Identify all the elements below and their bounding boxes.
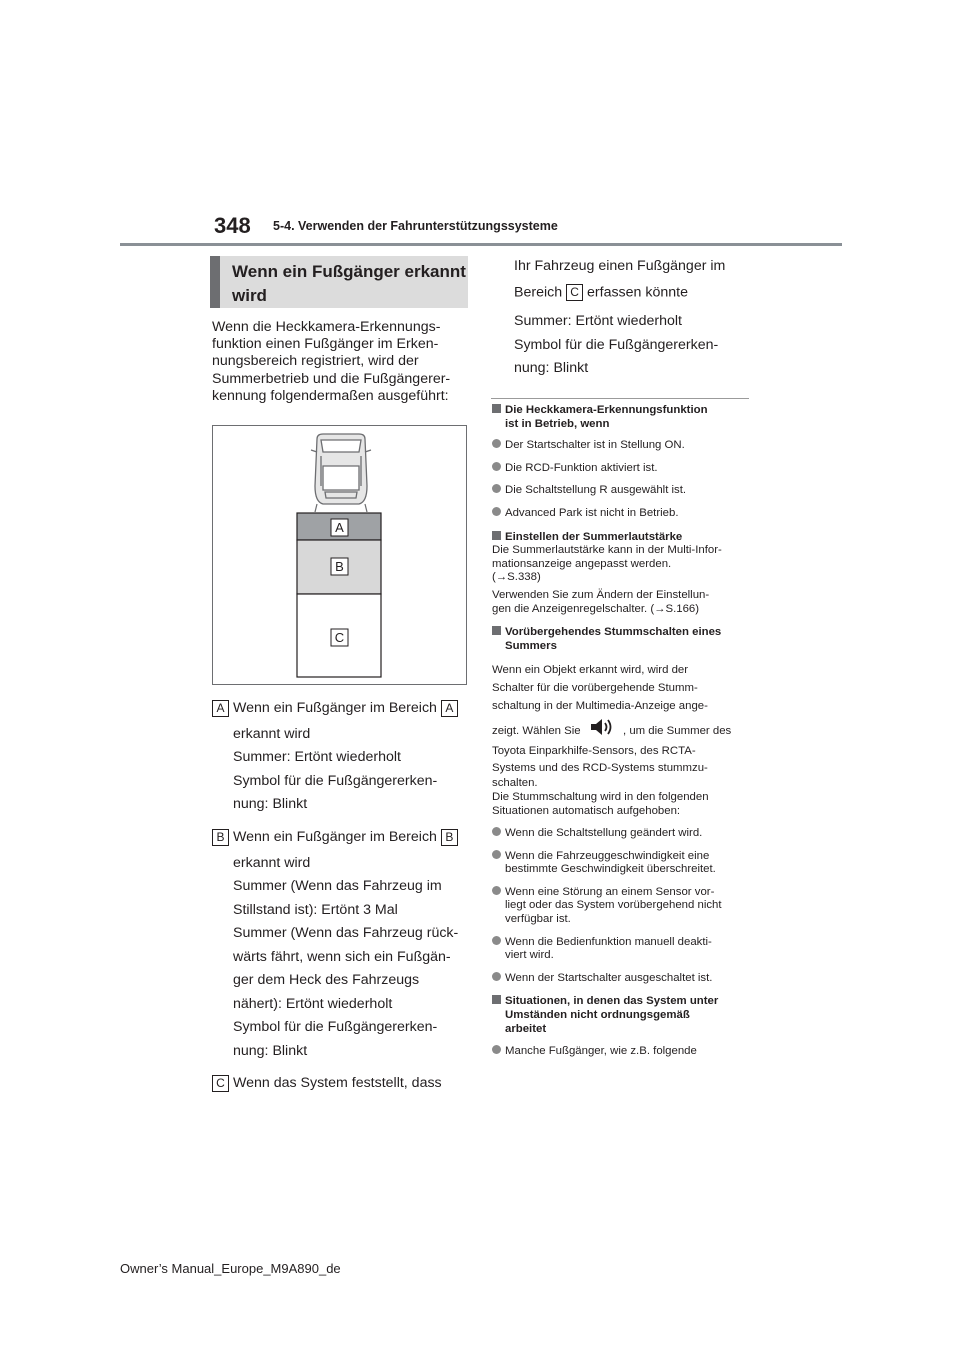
zone-c-erfassen: erfassen könnte (587, 284, 688, 301)
zone-a-line: Symbol für die Fußgängererken- (233, 773, 438, 789)
volume-text-2: Verwenden Sie zum Ändern der Einstellun- gen die Anzeigenregelschalter. (→S.166) (492, 588, 710, 615)
zone-b-line: nung: Blinkt (233, 1043, 308, 1059)
zone-a-first-line (212, 696, 458, 720)
bullet-icon (492, 827, 501, 836)
zone-b-line: erkannt wird (233, 855, 311, 871)
zone-c-line: nung: Blinkt (514, 360, 589, 376)
zone-a-badge-end: A (441, 700, 458, 717)
situations-item: Manche Fußgänger, wie z.B. folgende (492, 1045, 754, 1059)
section-title-line: wird (232, 286, 267, 305)
page-number: 348 (214, 213, 251, 238)
volume-heading: Einstellen der Summerlautstärke (492, 531, 754, 545)
bullet-icon (492, 936, 501, 945)
section-title (232, 260, 466, 308)
detection-zone-figure (212, 425, 467, 685)
zone-b-line: Summer (Wenn das Fahrzeug im (233, 878, 442, 894)
volume-text: Die Summerlautstärke kann in der Multi-Infor- mationsanzeige angepasst werden. (→S.338) (492, 544, 722, 584)
section-title-box (210, 256, 468, 308)
square-bullet-icon (492, 404, 501, 413)
operation-heading-line: Die Heckkamera-Erkennungsfunktion (505, 404, 708, 416)
square-bullet-icon (492, 531, 501, 540)
bullet-icon (492, 1045, 501, 1054)
bullet-icon (492, 462, 501, 471)
op-item: Die Schaltstellung R ausgewählt ist. (492, 484, 754, 498)
zone-b-line: Summer (Wenn das Fahrzeug rück- (233, 925, 459, 941)
zone-b-label: B (335, 559, 344, 574)
zone-c-line: Summer: Ertönt wiederholt (514, 313, 682, 329)
mute-item: Wenn die Schaltstellung geändert wird. (492, 827, 754, 841)
intro-line: funktion einen Fußgänger im Erken- (212, 336, 439, 353)
footer-manual-id: Owner’s Manual_Europe_M9A890_de (120, 1261, 341, 1276)
bullet-icon (492, 850, 501, 859)
zone-a-line: nung: Blinkt (233, 796, 308, 812)
zone-c-line: Symbol für die Fußgängererken- (514, 337, 719, 353)
mute-item: Wenn die Bedienfunktion manuell deakti- viert wird. (492, 936, 754, 963)
mute-text-2: Toyota Einparkhilfe-Sensors, des RCTA- Systems und des RCD-Systems stummzu- schalten. Die Stummschaltung wird in den folgenden Situationen automatisch aufgehoben: (492, 745, 709, 817)
zone-b-line: Stillstand ist): Ertönt 3 Mal (233, 902, 398, 918)
speaker-icon (588, 717, 616, 737)
zone-c-line (514, 284, 688, 301)
zone-b-line: ger dem Heck des Fahrzeugs (233, 972, 420, 988)
intro-line: Summerbetrieb und die Fußgängerer- (212, 370, 451, 387)
zone-a-text: Wenn ein Fußgänger im Bereich (232, 700, 437, 716)
zone-c-badge: C (212, 1075, 229, 1092)
mute-item: Wenn der Startschalter ausgeschaltet ist. (492, 972, 754, 986)
intro-line: kennung folgendermaßen ausgeführt: (212, 387, 449, 404)
op-item: Der Startschalter ist in Stellung ON. (492, 439, 754, 453)
square-bullet-icon (492, 626, 501, 635)
zone-a-badge: A (212, 700, 229, 717)
zone-b-line: nähert): Ertönt wiederholt (233, 996, 393, 1012)
situations-heading: Situationen, in denen das System unter Umständen nicht ordnungsgemäß arbeitet (492, 995, 754, 1036)
mute-item: Wenn die Fahrzeuggeschwindigkeit eine bestimmte Geschwindigkeit überschreitet. (492, 850, 754, 877)
zone-a-line: Summer: Ertönt wiederholt (233, 749, 401, 765)
chapter-title: 5-4. Verwenden der Fahrunterstützungssysteme (273, 219, 558, 233)
intro-line: nungsbereich registriert, wird der (212, 353, 419, 370)
intro-paragraph (212, 319, 472, 405)
zone-c-bereich: Bereich (514, 284, 563, 301)
figure-svg (213, 426, 466, 684)
mute-text: Wenn ein Objekt erkannt wird, wird der Schalter für die vorübergehende Stumm- schaltung in der Multimedia-Anzeige ange- (492, 664, 708, 713)
zone-a-line: erkannt wird (233, 726, 311, 742)
bullet-icon (492, 886, 501, 895)
zone-c-text: Wenn das System feststellt, dass (232, 1075, 442, 1091)
notes-section (492, 404, 754, 1059)
bullet-icon (492, 484, 501, 493)
bullet-icon (492, 972, 501, 981)
op-item: Advanced Park ist nicht in Betrieb. (492, 507, 754, 521)
zone-b-text: Wenn ein Fußgänger im Bereich (232, 829, 437, 845)
zone-c-badge-inline: C (566, 284, 583, 301)
zone-c-line: Ihr Fahrzeug einen Fußgänger im (514, 258, 726, 274)
bullet-icon (492, 439, 501, 448)
intro-line: Wenn die Heckkamera-Erkennungs- (212, 319, 441, 335)
section-title-line: Wenn ein Fußgänger erkannt (232, 262, 466, 281)
op-item: Die RCD-Funktion aktiviert ist. (492, 462, 754, 476)
operation-heading (492, 404, 754, 431)
zone-b-line: Symbol für die Fußgängererken- (233, 1019, 438, 1035)
mute-select-line: zeigt. Wählen Sie , um die Summer des (492, 717, 754, 743)
operation-heading-line: ist in Betrieb, wenn (505, 417, 610, 430)
notes-divider (491, 398, 749, 399)
car-icon (311, 434, 371, 504)
zone-c-first-line (212, 1071, 442, 1095)
zone-b-badge-end: B (441, 829, 458, 846)
bullet-icon (492, 507, 501, 516)
zone-b-badge: B (212, 829, 229, 846)
header-divider (120, 243, 842, 246)
mute-heading: Vorübergehendes Stummschalten eines Summers (492, 626, 754, 653)
mute-item: Wenn eine Störung an einem Sensor vor- liegt oder das System vorübergehend nicht verfügbar ist. (492, 886, 754, 927)
zone-b-line: wärts fährt, wenn sich ein Fußgän- (233, 949, 451, 965)
zone-c-label: C (334, 630, 345, 645)
zone-a-label: A (335, 520, 344, 535)
zone-b-first-line (212, 825, 458, 849)
square-bullet-icon (492, 995, 501, 1004)
